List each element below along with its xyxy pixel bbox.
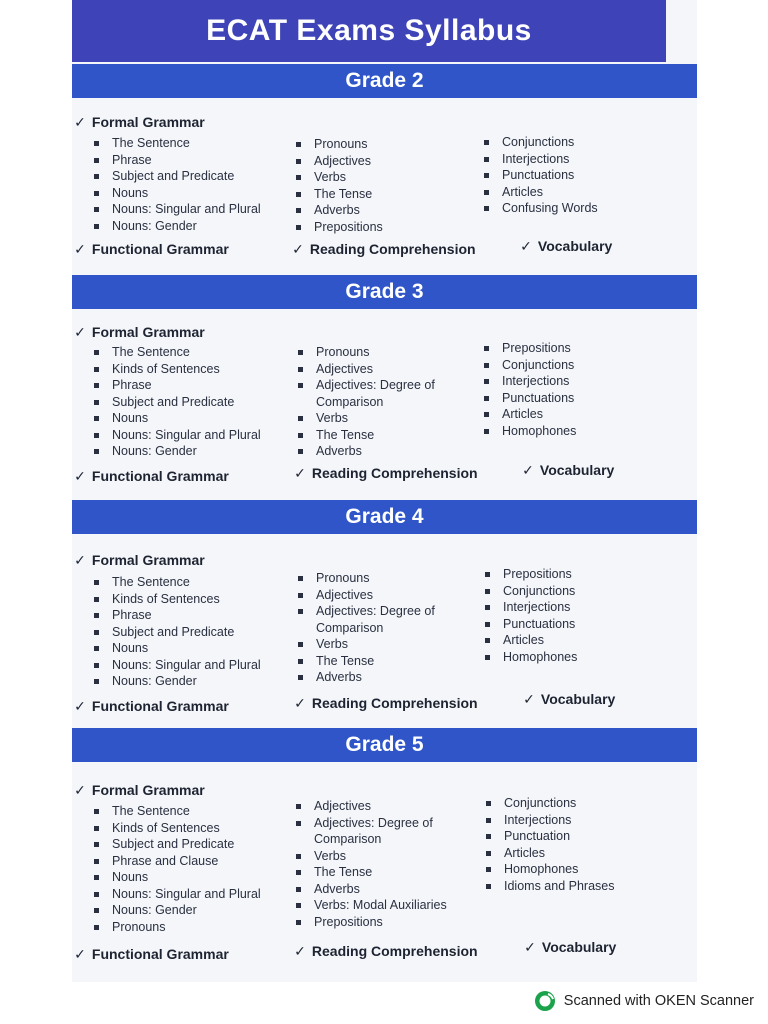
- list-item: The Tense: [294, 186, 383, 203]
- list-item: Pronouns: [294, 136, 383, 153]
- check-icon: ✓: [520, 238, 532, 254]
- bullet-icon: [296, 854, 301, 859]
- list-item: Verbs: [296, 410, 435, 427]
- list-item: The Tense: [296, 653, 435, 670]
- list-item: Prepositions: [294, 219, 383, 236]
- bullet-icon: [94, 679, 99, 684]
- grade-5-banner: Grade 5: [72, 728, 697, 762]
- bullet-icon: [484, 379, 489, 384]
- list-item: Prepositions: [483, 566, 577, 583]
- bullet-icon: [296, 887, 301, 892]
- grade-2-banner: Grade 2: [72, 64, 697, 98]
- formal-grammar-heading: ✓ Formal Grammar: [72, 782, 205, 799]
- bullet-icon: [296, 175, 301, 180]
- scanner-text: Scanned with OKEN Scanner: [563, 993, 754, 1009]
- formal-grammar-heading: ✓ Formal Grammar: [72, 114, 205, 131]
- bullet-icon: [484, 190, 489, 195]
- bullet-icon: [94, 580, 99, 585]
- list-item: Articles: [483, 632, 577, 649]
- list-item: Adjectives: Degree of: [296, 603, 435, 620]
- bullet-icon: [94, 842, 99, 847]
- bullet-icon: [94, 908, 99, 913]
- bullet-icon: [94, 859, 99, 864]
- bullet-icon: [486, 818, 491, 823]
- check-icon: ✓: [292, 241, 304, 257]
- grade-4-col-2: [296, 570, 435, 686]
- bullet-icon: [298, 367, 303, 372]
- check-icon: ✓: [74, 468, 86, 484]
- list-item: Nouns: [92, 640, 261, 657]
- list-item: Nouns: Singular and Plural: [92, 657, 261, 674]
- bullet-icon: [484, 396, 489, 401]
- list-item: Kinds of Sentences: [92, 820, 261, 837]
- bullet-icon: [94, 663, 99, 668]
- bullet-icon: [296, 804, 301, 809]
- list-item: Homophones: [482, 423, 576, 440]
- list-item: Nouns: Gender: [92, 902, 261, 919]
- grade-5-footer: [72, 939, 697, 968]
- bullet-icon: [94, 383, 99, 388]
- grade-4-footer: [72, 691, 697, 720]
- bullet-icon: [94, 826, 99, 831]
- list-item: Adverbs: [296, 669, 435, 686]
- list-item: Verbs: [294, 848, 447, 865]
- bullet-icon: [298, 642, 303, 647]
- list-item: The Sentence: [92, 135, 261, 152]
- list-item: Nouns: Singular and Plural: [92, 201, 261, 218]
- bullet-icon: [94, 416, 99, 421]
- list-item: Conjunctions: [483, 583, 577, 600]
- check-icon: ✓: [523, 691, 535, 707]
- list-item: Pronouns: [92, 919, 261, 936]
- grade-3-col-2: [296, 344, 435, 460]
- grade-3-col-1: [92, 344, 261, 460]
- formal-grammar-heading: ✓ Formal Grammar: [72, 552, 205, 569]
- list-item: Nouns: [92, 185, 261, 202]
- bullet-icon: [296, 225, 301, 230]
- list-item: Pronouns: [296, 570, 435, 587]
- bullet-icon: [94, 158, 99, 163]
- list-item: Punctuation: [484, 828, 614, 845]
- bullet-icon: [485, 572, 490, 577]
- list-item: The Sentence: [92, 344, 261, 361]
- list-item: Adjectives: [296, 587, 435, 604]
- bullet-icon: [94, 191, 99, 196]
- list-item-continuation: Comparison: [314, 832, 382, 846]
- bullet-icon: [94, 433, 99, 438]
- bullet-icon: [298, 433, 303, 438]
- list-item: Confusing Words: [482, 200, 598, 217]
- formal-grammar-heading: ✓ Formal Grammar: [72, 324, 205, 341]
- list-item: Articles: [484, 845, 614, 862]
- bullet-icon: [485, 638, 490, 643]
- grade-2-col-1: [92, 135, 261, 234]
- grade-3-section: [72, 322, 697, 492]
- grade-4-col-1: [92, 574, 261, 690]
- bullet-icon: [485, 605, 490, 610]
- grade-5-section: [72, 781, 697, 976]
- list-item: Adverbs: [294, 202, 383, 219]
- list-item: Conjunctions: [482, 134, 598, 151]
- list-item: Pronouns: [296, 344, 435, 361]
- list-item: Conjunctions: [484, 795, 614, 812]
- grade-2-footer: [72, 238, 697, 263]
- list-item-continuation: Comparison: [316, 394, 384, 409]
- list-item: Adverbs: [296, 443, 435, 460]
- bullet-icon: [296, 159, 301, 164]
- list-item: Punctuations: [482, 167, 598, 184]
- list-item: Nouns: Singular and Plural: [92, 427, 261, 444]
- grade-3-col-3: [482, 340, 576, 439]
- list-item: Conjunctions: [482, 357, 576, 374]
- bullet-icon: [484, 206, 489, 211]
- check-icon: ✓: [74, 241, 86, 257]
- bullet-icon: [296, 192, 301, 197]
- bullet-icon: [94, 597, 99, 602]
- grade-2-col-2: [294, 136, 383, 235]
- list-item: Phrase: [92, 152, 261, 169]
- bullet-icon: [94, 400, 99, 405]
- syllabus-page: [72, 0, 697, 982]
- list-item: Verbs: Modal Auxiliaries: [294, 897, 447, 914]
- bullet-icon: [298, 609, 303, 614]
- reading-comprehension-heading: ✓ Reading Comprehension: [292, 695, 478, 712]
- oken-scanner-logo-icon: [534, 990, 556, 1012]
- list-item: Phrase: [92, 377, 261, 394]
- vocabulary-heading: ✓ Vocabulary: [520, 462, 614, 479]
- bullet-icon: [94, 613, 99, 618]
- list-item: The Tense: [294, 864, 447, 881]
- list-item: Adjectives: [294, 798, 447, 815]
- bullet-icon: [296, 208, 301, 213]
- grade-3-footer: [72, 462, 697, 490]
- bullet-icon: [94, 925, 99, 930]
- bullet-icon: [484, 157, 489, 162]
- list-item: Adverbs: [294, 881, 447, 898]
- bullet-icon: [486, 801, 491, 806]
- bullet-icon: [296, 821, 301, 826]
- bullet-icon: [298, 383, 303, 388]
- grade-5-col-2: [294, 798, 447, 930]
- list-item: Nouns: [92, 869, 261, 886]
- bullet-icon: [94, 809, 99, 814]
- bullet-icon: [94, 646, 99, 651]
- bullet-icon: [94, 875, 99, 880]
- functional-grammar-heading: ✓ Functional Grammar: [72, 946, 229, 963]
- bullet-icon: [484, 429, 489, 434]
- list-item: Subject and Predicate: [92, 168, 261, 185]
- list-item: Nouns: Gender: [92, 443, 261, 460]
- list-item: Verbs: [294, 169, 383, 186]
- check-icon: ✓: [74, 324, 86, 340]
- bullet-icon: [94, 350, 99, 355]
- bullet-icon: [485, 589, 490, 594]
- grade-2-col-3: [482, 134, 598, 217]
- bullet-icon: [298, 449, 303, 454]
- list-item: Interjections: [482, 373, 576, 390]
- bullet-icon: [296, 870, 301, 875]
- vocabulary-heading: ✓ Vocabulary: [521, 691, 615, 708]
- list-item: Idioms and Phrases: [484, 878, 614, 895]
- functional-grammar-heading: ✓ Functional Grammar: [72, 468, 229, 485]
- list-item: Verbs: [296, 636, 435, 653]
- check-icon: ✓: [294, 695, 306, 711]
- list-item: Subject and Predicate: [92, 624, 261, 641]
- check-icon: ✓: [294, 943, 306, 959]
- scanner-watermark: [534, 990, 754, 1012]
- bullet-icon: [486, 867, 491, 872]
- list-item: Punctuations: [482, 390, 576, 407]
- grade-5-col-3: [484, 795, 614, 894]
- reading-comprehension-heading: ✓ Reading Comprehension: [292, 465, 478, 482]
- bullet-icon: [484, 346, 489, 351]
- list-item: Subject and Predicate: [92, 836, 261, 853]
- list-item: Adjectives: Degree of: [294, 815, 447, 832]
- bullet-icon: [486, 834, 491, 839]
- list-item: The Sentence: [92, 803, 261, 820]
- list-item: Prepositions: [294, 914, 447, 931]
- bullet-icon: [94, 892, 99, 897]
- check-icon: ✓: [74, 782, 86, 798]
- list-item-continuation: Comparison: [316, 620, 384, 635]
- list-item: Interjections: [483, 599, 577, 616]
- bullet-icon: [298, 416, 303, 421]
- list-item: Kinds of Sentences: [92, 361, 261, 378]
- bullet-icon: [486, 884, 491, 889]
- list-item: Homophones: [484, 861, 614, 878]
- reading-comprehension-heading: ✓ Reading Comprehension: [292, 943, 478, 960]
- list-item: Nouns: Singular and Plural: [92, 886, 261, 903]
- reading-comprehension-heading: ✓ Reading Comprehension: [290, 241, 476, 258]
- list-item: Adjectives: [296, 361, 435, 378]
- list-item: Nouns: Gender: [92, 218, 261, 235]
- functional-grammar-heading: ✓ Functional Grammar: [72, 241, 229, 258]
- bullet-icon: [94, 224, 99, 229]
- bullet-icon: [94, 367, 99, 372]
- vocabulary-heading: ✓ Vocabulary: [518, 238, 612, 255]
- vocabulary-heading: ✓ Vocabulary: [522, 939, 616, 956]
- functional-grammar-heading: ✓ Functional Grammar: [72, 698, 229, 715]
- list-item: Kinds of Sentences: [92, 591, 261, 608]
- bullet-icon: [94, 630, 99, 635]
- list-item: Prepositions: [482, 340, 576, 357]
- check-icon: ✓: [524, 939, 536, 955]
- list-item: Adjectives: [294, 153, 383, 170]
- list-item: Interjections: [484, 812, 614, 829]
- list-item: The Tense: [296, 427, 435, 444]
- bullet-icon: [296, 142, 301, 147]
- list-item: The Sentence: [92, 574, 261, 591]
- bullet-icon: [484, 140, 489, 145]
- check-icon: ✓: [74, 552, 86, 568]
- list-item: Homophones: [483, 649, 577, 666]
- list-item: Punctuations: [483, 616, 577, 633]
- bullet-icon: [298, 593, 303, 598]
- bullet-icon: [486, 851, 491, 856]
- check-icon: ✓: [74, 114, 86, 130]
- bullet-icon: [94, 449, 99, 454]
- list-item: Articles: [482, 184, 598, 201]
- list-item: Phrase and Clause: [92, 853, 261, 870]
- list-item: Interjections: [482, 151, 598, 168]
- list-item: Adjectives: Degree of: [296, 377, 435, 394]
- bullet-icon: [296, 920, 301, 925]
- list-item: Subject and Predicate: [92, 394, 261, 411]
- grade-4-col-3: [483, 566, 577, 665]
- page-title: ECAT Exams Syllabus: [72, 0, 666, 62]
- bullet-icon: [298, 350, 303, 355]
- bullet-icon: [485, 622, 490, 627]
- grade-4-banner: Grade 4: [72, 500, 697, 534]
- check-icon: ✓: [74, 946, 86, 962]
- bullet-icon: [94, 207, 99, 212]
- grade-4-section: [72, 550, 697, 720]
- bullet-icon: [484, 173, 489, 178]
- bullet-icon: [484, 412, 489, 417]
- bullet-icon: [94, 174, 99, 179]
- list-item: Phrase: [92, 607, 261, 624]
- bullet-icon: [298, 659, 303, 664]
- bullet-icon: [485, 655, 490, 660]
- bullet-icon: [296, 903, 301, 908]
- bullet-icon: [298, 675, 303, 680]
- grade-5-col-1: [92, 803, 261, 935]
- list-item: Nouns: [92, 410, 261, 427]
- bullet-icon: [94, 141, 99, 146]
- check-icon: ✓: [522, 462, 534, 478]
- list-item: Nouns: Gender: [92, 673, 261, 690]
- grade-3-banner: Grade 3: [72, 275, 697, 309]
- bullet-icon: [484, 363, 489, 368]
- check-icon: ✓: [294, 465, 306, 481]
- list-item: Articles: [482, 406, 576, 423]
- check-icon: ✓: [74, 698, 86, 714]
- bullet-icon: [298, 576, 303, 581]
- grade-2-section: [72, 112, 697, 264]
